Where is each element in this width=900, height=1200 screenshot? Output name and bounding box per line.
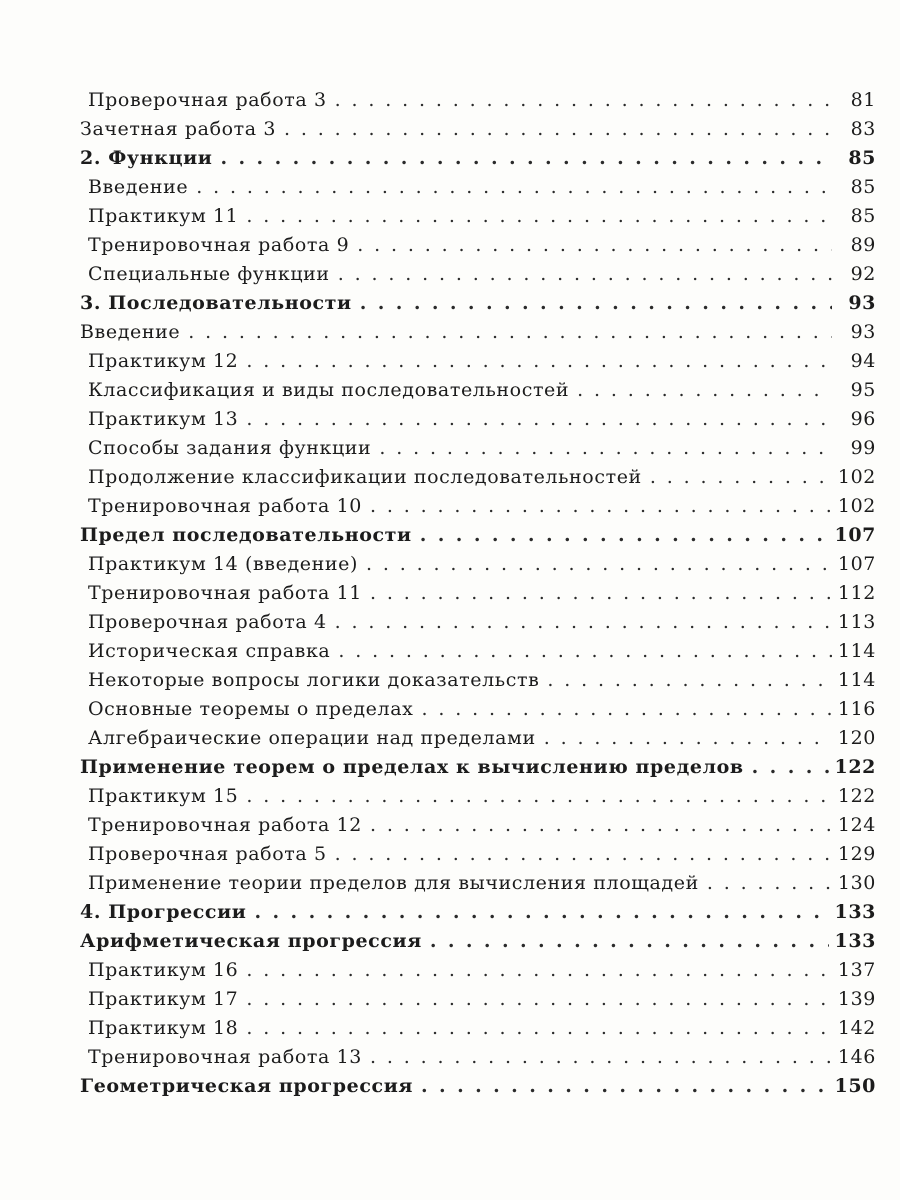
dot-leader [360, 289, 832, 318]
toc-entry-title: Практикум 13 [88, 408, 239, 430]
dot-leader [544, 724, 832, 753]
toc-entry-page: 133 [834, 930, 876, 952]
dot-leader [370, 1043, 832, 1072]
dot-leader [335, 608, 832, 637]
toc-entry-page: 83 [850, 118, 876, 140]
toc-entry-page: 93 [850, 321, 876, 343]
toc-entry-page: 96 [850, 408, 876, 430]
toc-entry [0, 405, 900, 434]
toc-entry-page: 89 [850, 234, 876, 256]
dot-leader [547, 666, 832, 695]
toc-entry-page: 93 [848, 292, 876, 314]
toc-entry-title: Зачетная работа 3 [80, 118, 277, 140]
toc-entry-title: Алгебраические операции над пределами [88, 727, 536, 749]
toc-entry-title: Способы задания функции [88, 437, 372, 459]
dot-leader [196, 173, 832, 202]
toc-entry-title: Геометрическая прогрессия [80, 1075, 414, 1097]
toc-entry-title: Проверочная работа 4 [88, 611, 327, 633]
table-of-contents [0, 86, 900, 1101]
dot-leader [255, 898, 829, 927]
toc-entry-title: Тренировочная работа 10 [88, 495, 362, 517]
toc-entry-page: 116 [837, 698, 876, 720]
dot-leader [752, 753, 829, 782]
toc-entry [0, 985, 900, 1014]
toc-entry-page: 129 [837, 843, 876, 865]
toc-entry-title: Практикум 12 [88, 350, 239, 372]
dot-leader [379, 434, 832, 463]
toc-entry-title: Тренировочная работа 9 [88, 234, 350, 256]
toc-entry-page: 114 [837, 669, 876, 691]
toc-entry-page: 122 [837, 785, 876, 807]
toc-entry-page: 99 [850, 437, 876, 459]
toc-entry-title: Практикум 18 [88, 1017, 239, 1039]
dot-leader [246, 347, 832, 376]
dot-leader [357, 231, 832, 260]
toc-entry-title: Проверочная работа 3 [88, 89, 327, 111]
toc-entry [0, 550, 900, 579]
toc-entry-page: 130 [837, 872, 876, 894]
dot-leader [707, 869, 832, 898]
toc-entry-title: Применение теорем о пределах к вычислению пределов [80, 756, 744, 778]
dot-leader [284, 115, 832, 144]
toc-entry [0, 666, 900, 695]
toc-entry-page: 137 [837, 959, 876, 981]
toc-entry-page: 146 [837, 1046, 876, 1068]
toc-entry-page: 122 [834, 756, 876, 778]
toc-entry-page: 150 [834, 1075, 876, 1097]
dot-leader [421, 1072, 829, 1101]
toc-entry [0, 637, 900, 666]
toc-entry-page: 107 [834, 524, 876, 546]
dot-leader [370, 579, 832, 608]
toc-entry-title: Практикум 11 [88, 205, 239, 227]
toc-entry-page: 95 [850, 379, 876, 401]
dot-leader [246, 1014, 832, 1043]
dot-leader [370, 811, 832, 840]
toc-entry [0, 492, 900, 521]
dot-leader [246, 985, 832, 1014]
toc-entry [0, 1043, 900, 1072]
toc-entry [0, 1072, 900, 1101]
dot-leader [221, 144, 833, 173]
toc-entry [0, 782, 900, 811]
toc-entry-page: 120 [837, 727, 876, 749]
toc-entry [0, 753, 900, 782]
dot-leader [188, 318, 832, 347]
toc-entry-title: Применение теории пределов для вычисления площадей [88, 872, 699, 894]
dot-leader [246, 956, 832, 985]
toc-entry-page: 133 [834, 901, 876, 923]
toc-entry [0, 202, 900, 231]
toc-entry-title: Некоторые вопросы логики доказательств [88, 669, 540, 691]
toc-entry [0, 579, 900, 608]
toc-entry-page: 139 [837, 988, 876, 1010]
dot-leader [370, 492, 832, 521]
toc-entry-page: 124 [837, 814, 876, 836]
toc-entry-page: 92 [850, 263, 876, 285]
toc-entry-page: 102 [837, 466, 876, 488]
toc-entry-page: 81 [850, 89, 876, 111]
toc-entry-page: 85 [848, 147, 876, 169]
toc-entry-page: 107 [837, 553, 876, 575]
toc-entry-title: Практикум 14 (введение) [88, 553, 358, 575]
toc-entry [0, 695, 900, 724]
dot-leader [577, 376, 832, 405]
toc-entry [0, 840, 900, 869]
toc-entry [0, 608, 900, 637]
toc-entry [0, 115, 900, 144]
toc-entry [0, 956, 900, 985]
toc-entry [0, 869, 900, 898]
toc-entry-title: 2. Функции [80, 147, 213, 169]
toc-entry-title: Практикум 15 [88, 785, 239, 807]
toc-entry-title: Тренировочная работа 11 [88, 582, 362, 604]
toc-entry-title: Продолжение классификации последовательностей [88, 466, 642, 488]
toc-entry [0, 1014, 900, 1043]
dot-leader [430, 927, 829, 956]
dot-leader [650, 463, 832, 492]
toc-entry [0, 811, 900, 840]
toc-entry-title: 3. Последовательности [80, 292, 352, 314]
toc-entry-title: Практикум 16 [88, 959, 239, 981]
toc-entry-title: Введение [88, 176, 189, 198]
toc-entry [0, 318, 900, 347]
dot-leader [366, 550, 832, 579]
toc-entry-title: 4. Прогрессии [80, 901, 247, 923]
toc-entry [0, 898, 900, 927]
toc-entry [0, 521, 900, 550]
toc-entry [0, 463, 900, 492]
dot-leader [246, 202, 832, 231]
toc-entry-page: 85 [850, 176, 876, 198]
toc-entry [0, 173, 900, 202]
dot-leader [246, 405, 832, 434]
toc-entry-title: Арифметическая прогрессия [80, 930, 422, 952]
toc-entry-title: Основные теоремы о пределах [88, 698, 414, 720]
toc-entry-page: 113 [837, 611, 876, 633]
toc-entry-title: Тренировочная работа 12 [88, 814, 362, 836]
toc-entry-page: 85 [850, 205, 876, 227]
toc-entry [0, 927, 900, 956]
dot-leader [420, 521, 829, 550]
toc-entry-page: 112 [837, 582, 876, 604]
toc-entry [0, 86, 900, 115]
toc-entry [0, 434, 900, 463]
toc-entry [0, 347, 900, 376]
toc-entry-title: Классификация и виды последовательностей [88, 379, 570, 401]
toc-entry [0, 289, 900, 318]
dot-leader [335, 840, 832, 869]
dot-leader [335, 86, 832, 115]
toc-entry-title: Специальные функции [88, 263, 330, 285]
toc-entry-title: Проверочная работа 5 [88, 843, 327, 865]
toc-entry [0, 144, 900, 173]
dot-leader [246, 782, 832, 811]
toc-entry [0, 260, 900, 289]
toc-entry [0, 376, 900, 405]
toc-entry [0, 231, 900, 260]
toc-entry-title: Предел последовательности [80, 524, 412, 546]
toc-entry [0, 724, 900, 753]
toc-entry-title: Практикум 17 [88, 988, 239, 1010]
toc-entry-title: Историческая справка [88, 640, 331, 662]
toc-entry-page: 94 [850, 350, 876, 372]
toc-entry-page: 102 [837, 495, 876, 517]
toc-entry-title: Введение [80, 321, 181, 343]
dot-leader [338, 260, 832, 289]
toc-entry-page: 114 [837, 640, 876, 662]
toc-entry-page: 142 [837, 1017, 876, 1039]
toc-entry-title: Тренировочная работа 13 [88, 1046, 362, 1068]
dot-leader [421, 695, 831, 724]
dot-leader [338, 637, 832, 666]
